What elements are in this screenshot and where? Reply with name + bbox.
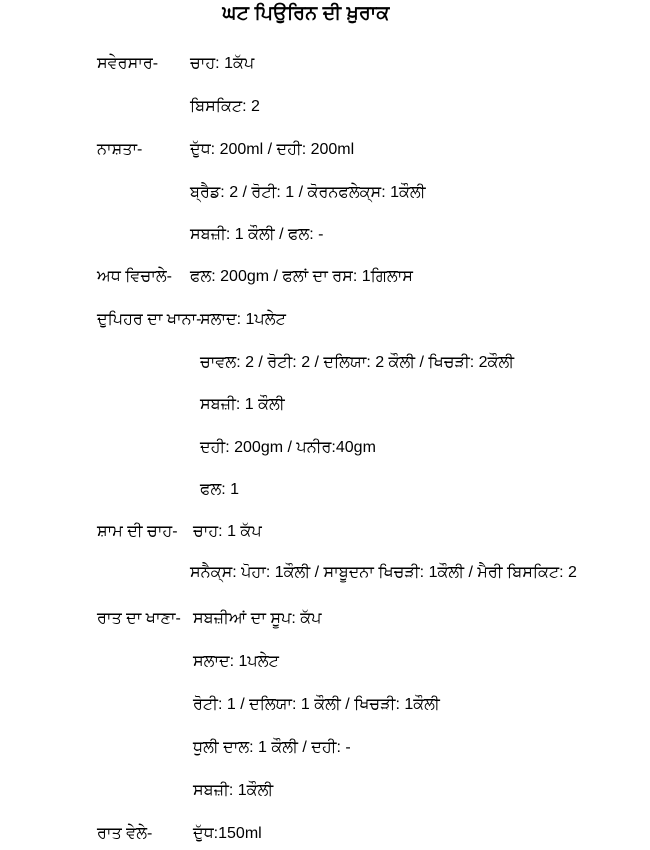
diet-row-dinner: [0, 610, 650, 634]
meal-items-text: ਸਬਜ਼ੀ: 1 ਕੌਲੀ: [200, 396, 285, 413]
meal-time-label: ਅਧ ਵਿਚਾਲੇ-: [97, 268, 172, 285]
meal-items-text: ਫਲ: 1: [200, 481, 240, 498]
diet-row: [0, 739, 650, 763]
meal-items-text: ਬਿਸਕਿਟ: 2: [190, 98, 260, 115]
meal-items-text: ਫਲ: 200gm / ਫਲਾਂ ਦਾ ਰਸ: 1ਗਿਲਾਸ: [190, 268, 413, 285]
meal-items-text: ਦੁੱਧ: 200ml / ਦਹੀ: 200ml: [190, 141, 355, 158]
diet-row: [0, 564, 650, 588]
meal-items-text: ਸਲਾਦ: 1ਪਲੇਟ: [200, 311, 286, 328]
meal-items-text: ਧੁਲੀ ਦਾਲ: 1 ਕੌਲੀ / ਦਹੀ: -: [193, 739, 351, 756]
meal-items-text: ਸਨੈਕ੍ਸ: ਪੋਹਾ: 1ਕੌਲੀ / ਸਾਬੂਦਨਾ ਖਿਚੜੀ: 1ਕੌਲੀ / ਮੈਰੀ ਬਿਸਕਿਟ: 2: [190, 564, 577, 581]
meal-items-text: ਬ੍ਰੈਡ: 2 / ਰੋਟੀ: 1 / ਕੋਰਨਫਲੇਕ੍ਸ: 1ਕੌਲੀ: [190, 184, 426, 201]
meal-time-label: ਨਾਸ਼ਤਾ-: [97, 141, 143, 158]
meal-items-text: ਸਲਾਦ: 1ਪਲੇਟ: [193, 653, 279, 670]
meal-items-text: ਚਾਵਲ: 2 / ਰੋਟੀ: 2 / ਦਲਿਯਾ: 2 ਕੌਲੀ / ਖਿਚੜੀ: 2ਕੌਲੀ: [200, 354, 515, 371]
meal-time-label: ਰਾਤ ਵੇਲੇ-: [97, 825, 153, 842]
diet-row: [0, 481, 650, 505]
page-title: ਘਟ ਪਿਉਰਿਨ ਦੀ ਖ਼ੁਰਾਕ: [222, 3, 390, 24]
diet-row: [0, 439, 650, 463]
diet-row: [0, 98, 650, 122]
meal-items-text: ਸਬਜ਼ੀਆਂ ਦਾ ਸੂਪ: ਕੱਪ: [193, 610, 322, 627]
meal-items-text: ਸਬਜ਼ੀ: 1 ਕੌਲੀ / ਫਲ: -: [190, 226, 324, 243]
meal-time-label: ਸਵੇਰਸਾਰ-: [97, 55, 159, 72]
diet-row-breakfast: [0, 141, 650, 165]
meal-items-text: ਦਹੀ: 200gm / ਪਨੀਰ:40gm: [200, 439, 376, 456]
diet-row-early-morning: [0, 55, 650, 79]
diet-row-lunch: [0, 311, 650, 335]
diet-row-evening-tea: [0, 523, 650, 547]
diet-row-mid-morning: [0, 268, 650, 292]
meal-items-text: ਚਾਹ: 1 ਕੱਪ: [193, 523, 262, 540]
meal-items-text: ਦੁੱਧ:150ml: [193, 825, 262, 842]
meal-items-text: ਚਾਹ: 1ਕੱਪ: [190, 55, 255, 72]
diet-row: [0, 226, 650, 250]
diet-row-night: [0, 825, 650, 849]
diet-row: [0, 696, 650, 720]
diet-row: [0, 184, 650, 208]
diet-row: [0, 396, 650, 420]
diet-row: [0, 354, 650, 378]
meal-time-label: ਦੁਪਿਹਰ ਦਾ ਖਾਨਾ-: [97, 311, 202, 328]
diet-row: [0, 782, 650, 806]
meal-items-text: ਰੋਟੀ: 1 / ਦਲਿਯਾ: 1 ਕੌਲੀ / ਖਿਚੜੀ: 1ਕੌਲੀ: [193, 696, 440, 713]
meal-time-label: ਰਾਤ ਦਾ ਖਾਣਾ-: [97, 610, 181, 627]
meal-items-text: ਸਬਜ਼ੀ: 1ਕੌਲੀ: [193, 782, 274, 799]
diet-row: [0, 653, 650, 677]
meal-time-label: ਸ਼ਾਮ ਦੀ ਚਾਹ-: [97, 523, 178, 540]
